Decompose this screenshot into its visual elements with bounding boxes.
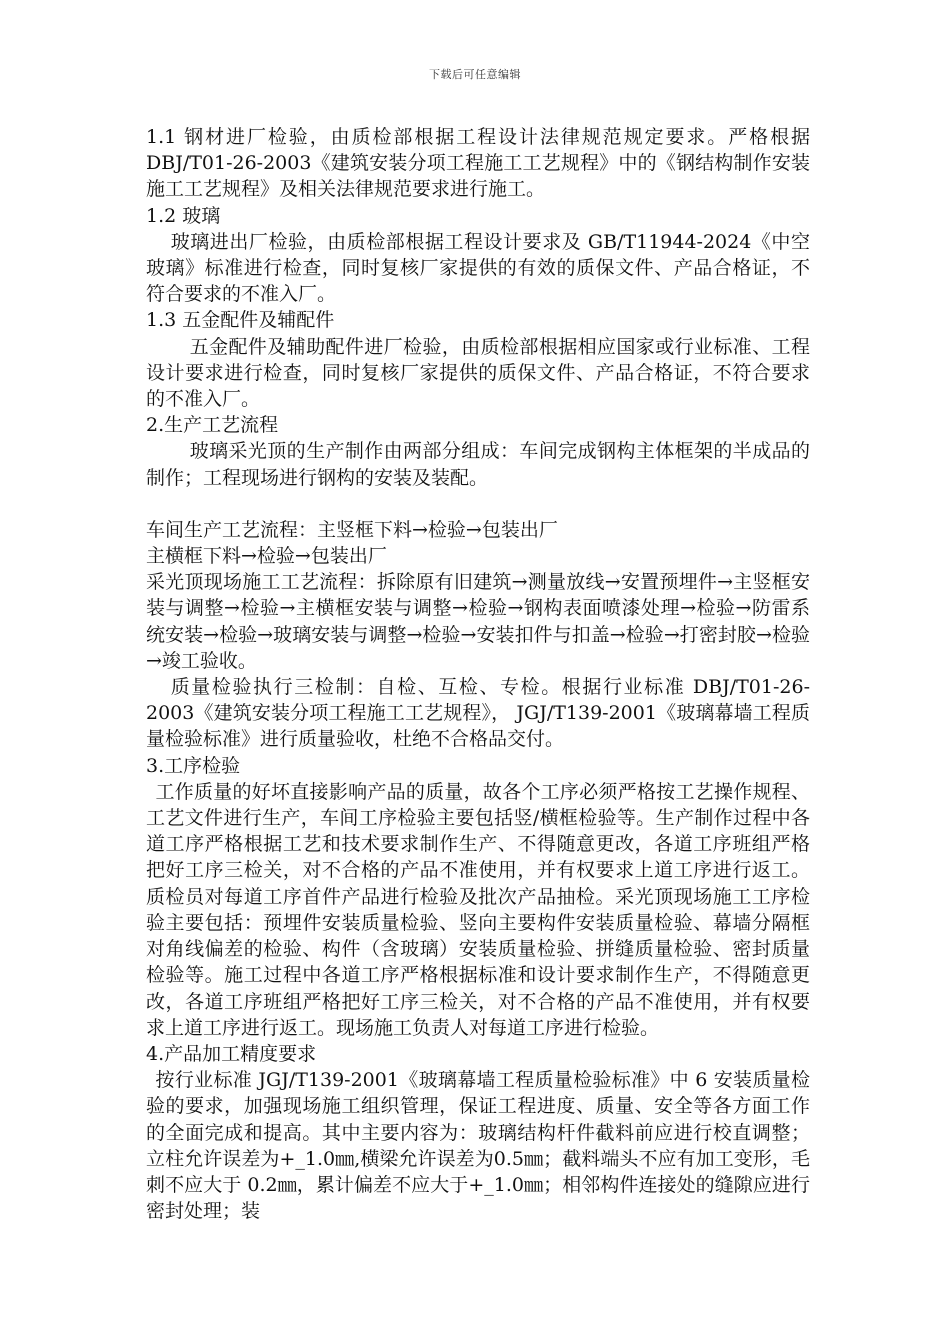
site-flow-paragraph: 采光顶现场施工工艺流程：拆除原有旧建筑→测量放线→安置预埋件→主竖框安装与调整→检验→主横框安装与调整→检验→钢构表面喷漆处理→检验→防雷系统安装→检验→玻璃安装与调整→检验→安装扣件与扣盖→检验→打密封胶→检验→竣工验收。 xyxy=(146,571,810,672)
paragraph-2: 玻璃采光顶的生产制作由两部分组成：车间完成钢构主体框架的半成品的制作；工程现场进行钢构的安装及装配。 xyxy=(146,440,810,489)
heading-1-2: 1.2 玻璃 xyxy=(146,204,221,227)
paragraph-1-3: 五金配件及辅助配件进厂检验，由质检部根据相应国家或行业标准、工程设计要求进行检查，同时复核厂家提供的质保文件、产品合格证，不符合要求的不准入厂。 xyxy=(146,335,810,411)
heading-1-3: 1.3 五金配件及辅配件 xyxy=(146,309,335,332)
blank-line xyxy=(146,491,810,517)
quality-inspection-paragraph: 质量检验执行三检制：自检、互检、专检。根据行业标准 DBJ/T01-26-2003《建筑安装分项工程施工工艺规程》， JGJ/T139-2001《玻璃幕墙工程质量检验标准》进行质量验收，杜绝不合格品交付。 xyxy=(146,676,810,751)
paragraph-3: 工作质量的好坏直接影响产品的质量，故各个工序必须严格按工艺操作规程、工艺文件进行生产，车间工序检验主要包括竖/横框检验等。生产制作过程中各道工序严格根据工艺和技术要求制作生产、不得随意更改，各道工序班组严格把好工序三检关，对不合格的产品不准使用，并有权要求上道工序进行返工。质检员对每道工序首件产品进行检验及批次产品抽检。采光顶现场施工工序检验主要包括：预埋件安装质量检验、竖向主要构件安装质量检验、幕墙分隔框对角线偏差的检验、构件（含玻璃）安装质量检验、拼缝质量检验、密封质量检验等。施工过程中各道工序严格根据标准和设计要求制作生产，不得随意更改，各道工序班组严格把好工序三检关，对不合格的产品不准使用，并有权要求上道工序进行返工。现场施工负责人对每道工序进行检验。 xyxy=(146,780,810,1039)
page-header: 下载后可任意编辑 xyxy=(429,68,521,81)
heading-2: 2.生产工艺流程 xyxy=(146,414,279,437)
paragraph-4: 按行业标准 JGJ/T139-2001《玻璃幕墙工程质量检验标准》中 6 安装质量检验的要求，加强现场施工组织管理，保证工程进度、质量、安全等各方面工作的全面完成和提高。其中主要内容为：玻璃结构杆件截料前应进行校直调整；立柱允许误差为+_1.0㎜,横梁允许误差为0.5㎜；截料端头不应有加工变形，毛刺不应大于 0.2㎜，累计偏差不应大于+_1.0㎜；相邻构件连接处的缝隙应进行密封处理；装 xyxy=(146,1069,810,1223)
document-body xyxy=(146,124,810,1224)
heading-3: 3.工序检验 xyxy=(146,754,241,777)
heading-4: 4.产品加工精度要求 xyxy=(146,1042,317,1065)
paragraph-1-2: 玻璃进出厂检验，由质检部根据工程设计要求及 GB/T11944-2024《中空玻璃》标准进行检查，同时复核厂家提供的有效的质保文件、产品合格证，不符合要求的不准入厂。 xyxy=(146,230,810,306)
workshop-flow-line-2: 主横框下料→检验→包装出厂 xyxy=(146,545,387,568)
paragraph-1-1: 1.1 钢材进厂检验，由质检部根据工程设计法律规范规定要求。严格根据 DBJ/T01-26-2003《建筑安装分项工程施工工艺规程》中的《钢结构制作安装施工工艺规程》及相关法律规范要求进行施工。 xyxy=(146,126,810,201)
workshop-flow-line-1: 车间生产工艺流程：主竖框下料→检验→包装出厂 xyxy=(146,518,558,541)
